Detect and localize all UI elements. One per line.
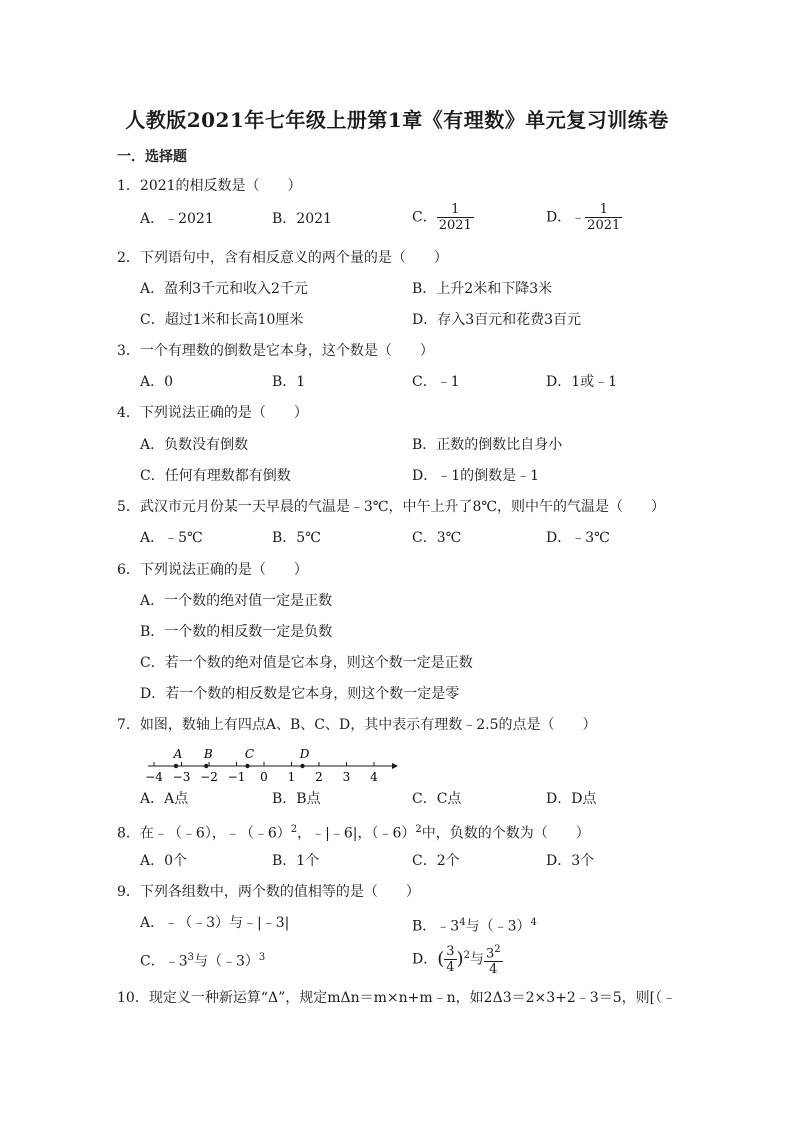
q9-b-exponent-2: 4	[530, 917, 537, 928]
number-line-tick-label: 2	[315, 770, 323, 784]
question-8-stem	[117, 820, 590, 844]
number-line-point-label: B	[203, 747, 213, 761]
q1-d-label: D．﹣	[546, 209, 586, 226]
question-3-stem: 3．一个有理数的倒数是它本身，这个数是（ ）	[117, 343, 434, 359]
q9-b-part-2: 与（﹣3）	[465, 918, 531, 935]
q7-option-a: A．A点	[140, 791, 189, 807]
q1-c-label: C．	[412, 209, 437, 226]
number-line-tick-label: 4	[370, 770, 378, 784]
q5-option-d: D．﹣3℃	[546, 530, 610, 546]
q3-option-d: D．1或﹣1	[546, 374, 618, 390]
q1-d-numerator: 1	[585, 202, 622, 218]
q5-option-b: B．5℃	[272, 530, 321, 546]
q4-option-b: B．正数的倒数比自身小	[412, 437, 563, 453]
question-2-stem: 2．下列语句中，含有相反意义的两个量的是（ ）	[117, 250, 448, 266]
question-5-stem: 5．武汉市元月份某一天早晨的气温是﹣3℃，中午上升了8℃，则中午的气温是（ ）	[117, 499, 666, 515]
question-10-stem: 10．现定义一种新运算“Δ”，规定mΔn＝m×n+m﹣n，如2Δ3＝2×3+2﹣3＝5，则[（﹣	[117, 990, 677, 1006]
q9-option-c	[140, 948, 265, 972]
q9-d-connector: 与	[469, 951, 484, 968]
q1-option-a: A．﹣2021	[140, 211, 214, 227]
number-line-point-label: D	[299, 747, 310, 761]
number-line-tick-label: 3	[342, 770, 351, 784]
q7-option-c: C．C点	[412, 791, 462, 807]
q8-stem-part-3: 中，负数的个数为（ ）	[421, 825, 590, 842]
q4-option-d: D．﹣1的倒数是﹣1	[412, 468, 540, 484]
number-line-tick-label: 1	[287, 770, 296, 784]
question-4-stem: 4．下列说法正确的是（ ）	[117, 405, 308, 421]
q9-c-part-2: 与（﹣3）	[194, 953, 259, 970]
q9-option-b	[412, 913, 537, 937]
q9-d-fraction-1	[444, 944, 456, 975]
q8-stem-part-2: ，﹣|﹣6|，（﹣6）	[297, 825, 416, 842]
q8-option-a: A．0个	[140, 853, 188, 869]
number-line-point-a	[174, 764, 178, 768]
number-line-tick-label: −2	[200, 770, 218, 784]
q1-d-denominator: 2021	[587, 218, 621, 233]
q9-c-part-1: C．﹣3	[140, 953, 188, 970]
q9-option-d: D．( $\frac{3}{4}$ )$^2$与 $\frac{3^2}{4}$	[412, 944, 501, 978]
q1-option-d	[546, 202, 622, 233]
q7-option-b: B．B点	[272, 791, 321, 807]
q1-option-c	[412, 202, 474, 233]
q9-d-f2-numerator-wrap	[484, 942, 503, 962]
number-line-point-label: A	[173, 747, 183, 761]
q6-option-b: B．一个数的相反数一定是负数	[140, 624, 333, 640]
q6-option-c: C．若一个数的绝对值是它本身，则这个数一定是正数	[140, 655, 473, 671]
q1-option-b: B．2021	[272, 211, 332, 227]
q3-option-a: A．0	[140, 374, 174, 390]
number-line-point-d	[300, 764, 304, 768]
number-line-tick-label: −3	[172, 770, 191, 784]
section-heading: 一．选择题	[117, 149, 187, 165]
page-title: 人教版2021年七年级上册第1章《有理数》单元复习训练卷	[125, 108, 669, 132]
q3-option-c: C．﹣1	[412, 374, 460, 390]
q2-option-c: C．超过1米和长高10厘米	[140, 312, 304, 328]
q9-d-fraction-2	[484, 942, 503, 977]
q6-option-a: A．一个数的绝对值一定是正数	[140, 593, 333, 609]
number-line-figure	[140, 742, 400, 784]
q9-d-f1-denominator: 4	[446, 960, 455, 976]
number-line-tick-label: 0	[260, 770, 268, 784]
question-1-stem: 1．2021的相反数是（ ）	[117, 178, 302, 194]
q9-d-f2-exponent: 2	[494, 944, 501, 955]
number-line-point-c	[245, 764, 249, 768]
q9-b-part-1: B．﹣3	[412, 918, 460, 935]
q2-option-a: A．盈利3千元和收入2千元	[140, 281, 308, 297]
q5-option-a: A．﹣5℃	[140, 530, 203, 546]
q5-option-c: C．3℃	[412, 530, 462, 546]
question-9-stem: 9．下列各组数中，两个数的值相等的是（ ）	[117, 884, 420, 900]
q9-b-exponent-1: 4	[459, 917, 466, 928]
q9-option-a: A．﹣（﹣3）与﹣|﹣3|	[140, 915, 290, 931]
q7-option-d: D．D点	[546, 791, 597, 807]
q4-option-c: C．任何有理数都有倒数	[140, 468, 291, 484]
q9-d-f2-denominator: 4	[489, 962, 498, 978]
q1-c-fraction	[437, 202, 474, 233]
q9-c-exponent-1: 3	[187, 952, 194, 963]
number-line-tick-label: −4	[145, 770, 163, 784]
q1-c-numerator: 1	[437, 202, 474, 218]
number-line-arrow-icon	[392, 763, 398, 769]
number-line-point-label: C	[244, 747, 255, 761]
q6-option-d: D．若一个数的相反数是它本身，则这个数一定是零	[140, 686, 460, 702]
question-6-stem: 6．下列说法正确的是（ ）	[117, 562, 308, 578]
q4-option-a: A．负数没有倒数	[140, 437, 249, 453]
q8-option-c: C．2个	[412, 853, 460, 869]
q1-c-denominator: 2021	[438, 218, 472, 233]
q8-exponent-1: 2	[290, 824, 298, 835]
q8-option-d: D．3个	[546, 853, 595, 869]
q2-option-b: B．上升2米和下降3米	[412, 281, 553, 297]
q8-exponent-2: 2	[415, 824, 422, 835]
q3-option-b: B．1	[272, 374, 306, 390]
q9-d-f2-numerator: 3	[485, 946, 495, 962]
q8-stem-part-1: 8．在﹣（﹣6），﹣（﹣6）	[117, 825, 291, 842]
q1-d-fraction	[585, 202, 622, 233]
q2-option-d: D．存入3百元和花费3百元	[412, 312, 582, 328]
q9-d-exponent: 2	[463, 950, 470, 962]
q9-d-f1-numerator: 3	[446, 944, 455, 960]
q9-c-exponent-2: 3	[258, 952, 266, 963]
question-7-stem: 7．如图，数轴上有四点A、B、C、D，其中表示有理数﹣2.5的点是（ ）	[117, 717, 597, 733]
q9-d-label: D．	[412, 951, 438, 968]
number-line-point-b	[204, 764, 208, 768]
number-line-tick-label: −1	[227, 770, 246, 784]
q8-option-b: B．1个	[272, 853, 320, 869]
